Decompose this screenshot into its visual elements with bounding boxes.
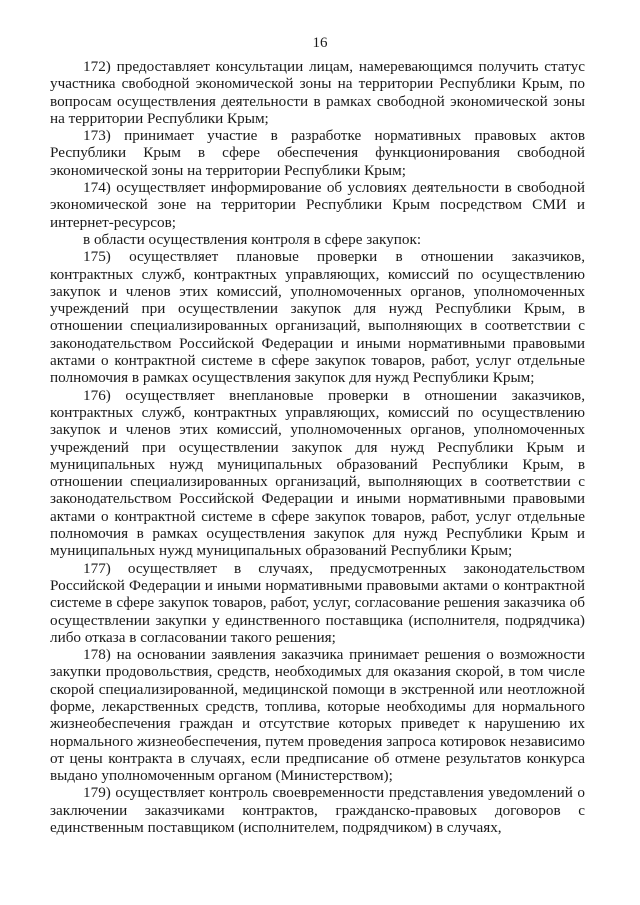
paragraph-177: 177) осуществляет в случаях, предусмотренных законодательством Российской Федерации и иными нормативными правовыми актами о контрактной системе в сфере закупок товаров, работ, услуг, согласование решения заказчика об осуществлении закупки у единственного поставщика (исполнителя, подрядчика) либо отказа в согласовании такого решения; <box>50 559 585 646</box>
paragraph-174: 174) осуществляет информирование об условиях деятельности в свободной экономической зоне на территории Республики Крым посредством СМИ и интернет-ресурсов; <box>50 179 585 231</box>
paragraph-176: 176) осуществляет внеплановые проверки в отношении заказчиков, контрактных служб, контрактных управляющих, комиссий по осуществлению закупок и членов этих комиссий, уполномоченных органов, уполномоченных учреждений при осуществлении закупок для нужд Республики Крым и муниципальных нужд муниципальных образований Республики Крым, в отношении специализированных организаций, выполняющих в соответствии с законодательством Российской Федерации и иными нормативными правовыми актами о контрактной системе в сфере закупок товаров, работ, услуг отдельные полномочия в рамках осуществления закупок для нужд Республики Крым и муниципальных нужд муниципальных образований Республики Крым; <box>50 386 585 560</box>
paragraph-178: 178) на основании заявления заказчика принимает решения о возможности закупки продовольствия, средств, необходимых для оказания скорой, в том числе скорой специализированной, медицинской помощи в экстренной или неотложной форме, лекарственных средств, топлива, которые необходимы для нормального жизнеобеспечения граждан и отсутствие которых приведет к нарушению их нормального жизнеобеспечения, путем проведения запроса котировок независимо от цены контракта в случаях, если предписание об отмене результатов конкурса выдано уполномоченным органом (Министерством); <box>50 646 585 785</box>
paragraph-172: 172) предоставляет консультации лицам, намеревающимся получить статус участника свободной экономической зоны на территории Республики Крым, по вопросам осуществления деятельности в рамках свободной экономической зоны на территории Республики Крым; <box>50 58 585 127</box>
section-heading-procurement-control: в области осуществления контроля в сфере закупок: <box>83 230 422 248</box>
paragraph-179: 179) осуществляет контроль своевременности представления уведомлений о заключении заказчиками контрактов, гражданско-правовых договоров с единственным поставщиком (исполнителем, подрядчиком) в случаях, <box>50 784 585 837</box>
paragraph-175: 175) осуществляет плановые проверки в отношении заказчиков, контрактных служб, контрактных управляющих, комиссий по осуществлению закупок и членов этих комиссий, уполномоченных органов, уполномоченных учреждений при осуществлении закупок для нужд Республики Крым, в отношении специализированных организаций, выполняющих в соответствии с законодательством Российской Федерации и иными нормативными правовыми актами о контрактной системе в сфере закупок товаров, работ, услуг отдельные полномочия в рамках осуществления закупок для нужд Республики Крым; <box>50 248 585 387</box>
document-text <box>50 58 585 836</box>
paragraph-173: 173) принимает участие в разработке нормативных правовых актов Республики Крым в сфере обеспечения функционирования свободной экономической зоны на территории Республики Крым; <box>50 127 585 179</box>
page-number: 16 <box>312 35 328 51</box>
